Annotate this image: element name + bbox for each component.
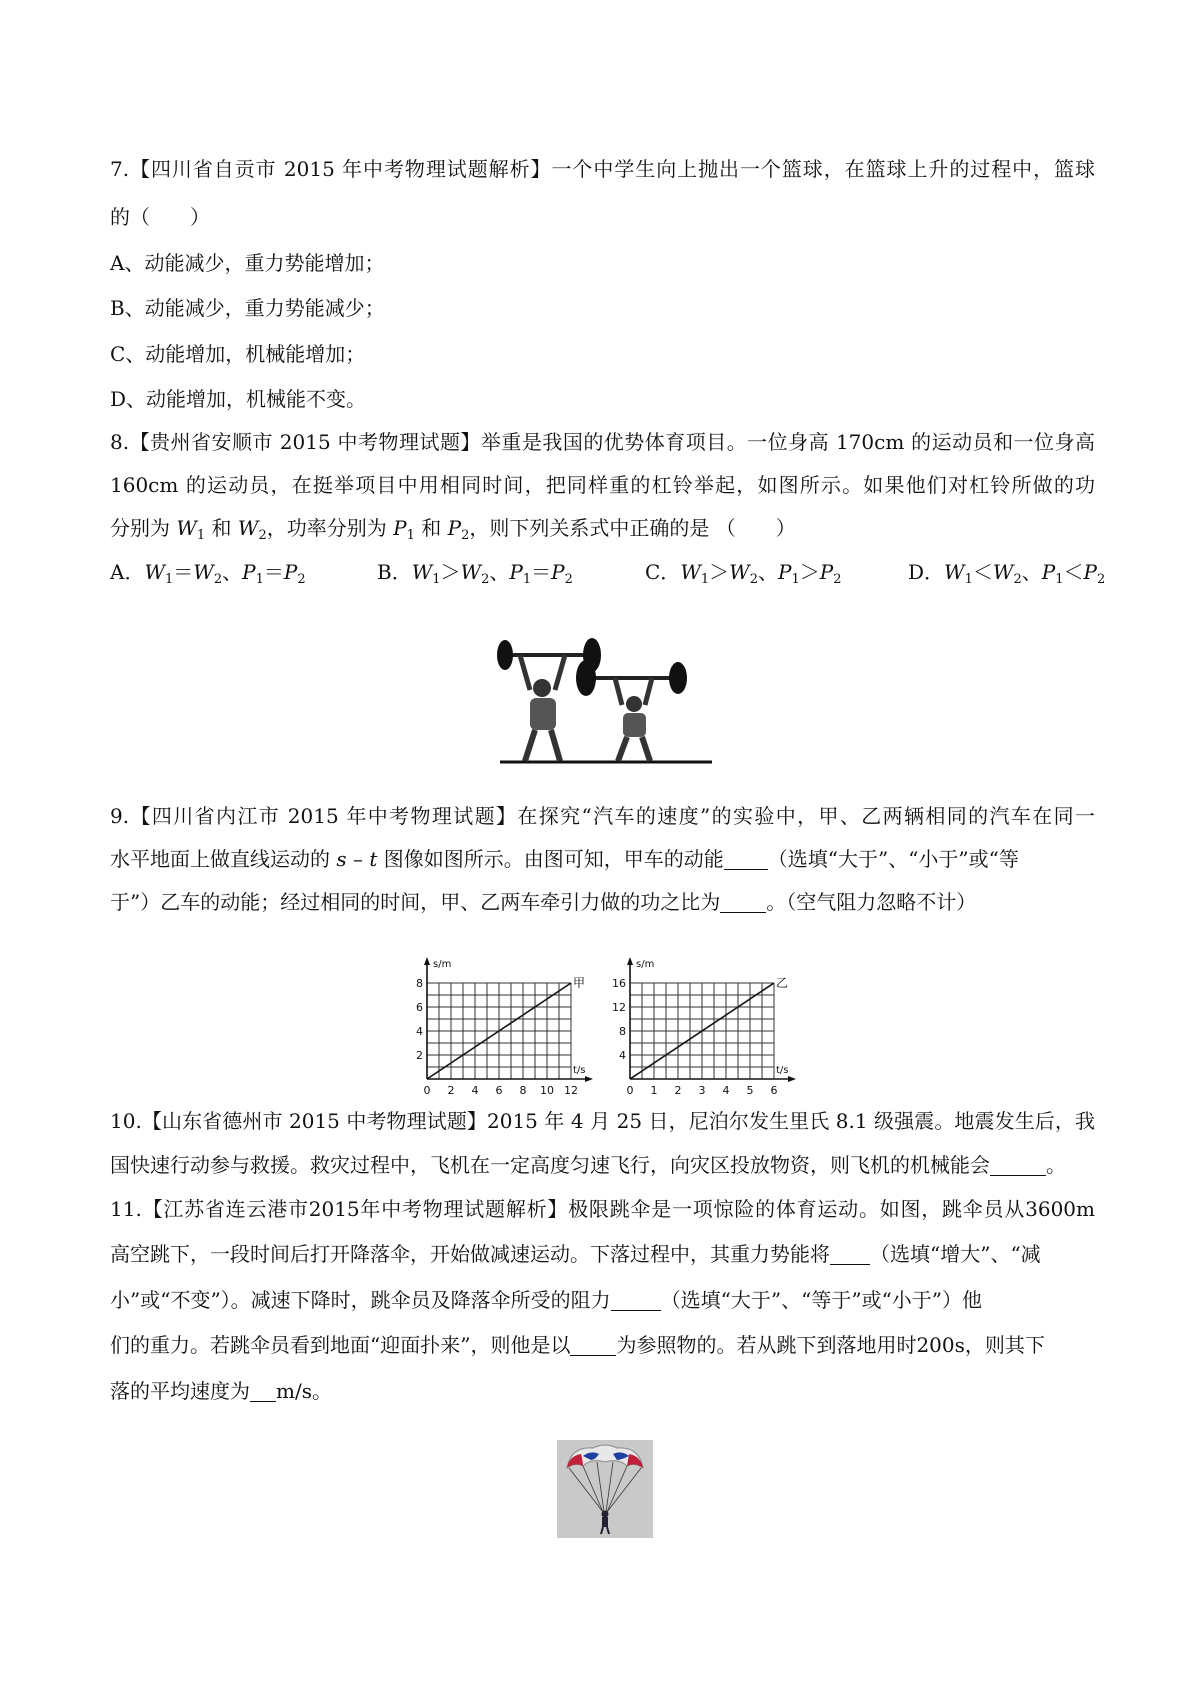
x-axis-arrow: [585, 1076, 593, 1082]
q11-stem-line1: 11.【江苏省连云港市2015年中考物理试题解析】极限跳伞是一项惊险的体育运动。如图，跳伞员从3600m: [110, 1197, 1095, 1221]
q8-option-a: A．$W_1=W_2$、$P_1=P_2$: [110, 560, 306, 587]
x-tick-label: 1: [650, 1084, 658, 1096]
q7-option-a: A、动能减少，重力势能增加；: [110, 251, 385, 275]
q9-blank-2[interactable]: [720, 892, 766, 913]
y-axis-label: s/m: [636, 959, 655, 970]
x-tick-label: 2: [447, 1084, 455, 1096]
q11-blank-1[interactable]: [830, 1244, 870, 1265]
q9-stem-line2: 水平地面上做直线运动的 s – t 图像如图所示。由图可知，甲车的动能 （选填“大于”、“小于”或“等: [110, 847, 1019, 871]
q9-stem-line3: 于”）乙车的动能；经过相同的时间，甲、乙两车牵引力做的功之比为 。（空气阻力忽略不计）: [110, 890, 977, 914]
x-tick-label: 2: [674, 1084, 682, 1096]
q11-stem-line3: 小”或“不变”）。减速下降时，跳伞员及降落伞所受的阻力 （选填“大于”、“等于”或“小于”）他: [110, 1288, 983, 1312]
q10-blank[interactable]: [990, 1155, 1046, 1176]
q8-option-c: C．$W_1>W_2$、$P_1>P_2$: [645, 560, 842, 587]
q7-option-c: C、动能增加，机械能增加；: [110, 342, 366, 366]
q11-stem-line2: 高空跳下，一段时间后打开降落伞，开始做减速运动。下落过程中，其重力势能将 （选填“增大”、“减: [110, 1242, 1041, 1266]
q10-stem-line1: 10.【山东省德州市 2015 中考物理试题】2015 年 4 月 25 日，尼泊尔发生里氏 8.1 级强震。地震发生后，我: [110, 1109, 1095, 1133]
tall-lifter: [497, 638, 601, 761]
x-tick-label: 4: [471, 1084, 479, 1096]
x-axis-label: t/s: [776, 1065, 789, 1076]
x-tick-label: 10: [540, 1084, 554, 1096]
q7-option-b: B、动能减少，重力势能减少；: [110, 296, 385, 320]
short-lifter: [576, 660, 687, 761]
x-tick-label: 12: [564, 1084, 578, 1096]
weightlifters-figure: [480, 620, 720, 770]
x-tick-label: 6: [495, 1084, 503, 1096]
q9-blank-1[interactable]: [724, 849, 768, 870]
q8-stem-line2: 160cm 的运动员，在挺举项目中用相同时间，把同样重的杠铃举起，如图所示。如果他们对杠铃所做的功: [110, 473, 1095, 497]
y-axis-label: s/m: [433, 959, 452, 970]
parachutist-figure: [557, 1440, 653, 1538]
y-tick-label: 4: [416, 1025, 423, 1038]
q9-stem-line1: 9.【四川省内江市 2015 年中考物理试题】在探究“汽车的速度”的实验中，甲、乙两辆相同的汽车在同一: [110, 804, 1095, 828]
y-tick-label: 12: [612, 1001, 626, 1014]
x-tick-label: 0: [423, 1084, 431, 1096]
y-axis-arrow: [424, 957, 430, 965]
q10-stem-line2: 国快速行动参与救援。救灾过程中，飞机在一定高度匀速飞行，向灾区投放物资，则飞机的机械能会 。: [110, 1153, 1066, 1177]
x-tick-label: 3: [698, 1084, 706, 1096]
q11-blank-4[interactable]: [250, 1381, 276, 1402]
x-axis-label: t/s: [573, 1065, 586, 1076]
chart-jia: [405, 936, 605, 1096]
y-tick-label: 16: [612, 977, 626, 990]
q8-option-d: D．$W_1<W_2$、$P_1<P_2$: [908, 560, 1106, 587]
x-tick-label: 4: [722, 1084, 730, 1096]
q7-stem-line2: 的（ ）: [110, 205, 210, 229]
y-tick-label: 8: [619, 1025, 626, 1038]
q11-stem-line5: 落的平均速度为 m/s。: [110, 1379, 332, 1403]
q7-option-d: D、动能增加，机械能不变。: [110, 387, 367, 411]
q8-option-b: B．$W_1>W_2$、$P_1=P_2$: [377, 560, 573, 587]
y-tick-label: 4: [619, 1049, 626, 1062]
q8-stem-line1: 8.【贵州省安顺市 2015 中考物理试题】举重是我国的优势体育项目。一位身高 170cm 的运动员和一位身高: [110, 430, 1095, 454]
x-tick-label: 6: [770, 1084, 778, 1096]
x-tick-label: 0: [626, 1084, 634, 1096]
q7-stem-line1: 7.【四川省自贡市 2015 年中考物理试题解析】一个中学生向上抛出一个篮球，在篮球上升的过程中，篮球: [110, 157, 1095, 181]
q11-stem-line4: 们的重力。若跳伞员看到地面“迎面扑来”，则他是以 为参照物的。若从跳下到落地用时200s，则其下: [110, 1333, 1045, 1357]
x-tick-label: 8: [519, 1084, 527, 1096]
y-tick-label: 8: [416, 977, 423, 990]
q11-blank-2[interactable]: [611, 1290, 661, 1311]
y-tick-label: 6: [416, 1001, 423, 1014]
x-tick-label: 5: [746, 1084, 754, 1096]
chart-yi: [608, 936, 808, 1096]
x-axis-arrow: [788, 1076, 796, 1082]
y-axis-arrow: [627, 957, 633, 965]
q8-stem-line3: 分别为 $W_1$ 和 $W_2$，功率分别为 $P_1$ 和 $P_2$，则下列关系式中正确的是 （ ）: [110, 516, 796, 543]
q11-blank-3[interactable]: [570, 1335, 616, 1356]
chart-title: 乙: [776, 976, 789, 990]
y-tick-label: 2: [416, 1049, 423, 1062]
chart-title: 甲: [573, 976, 586, 990]
